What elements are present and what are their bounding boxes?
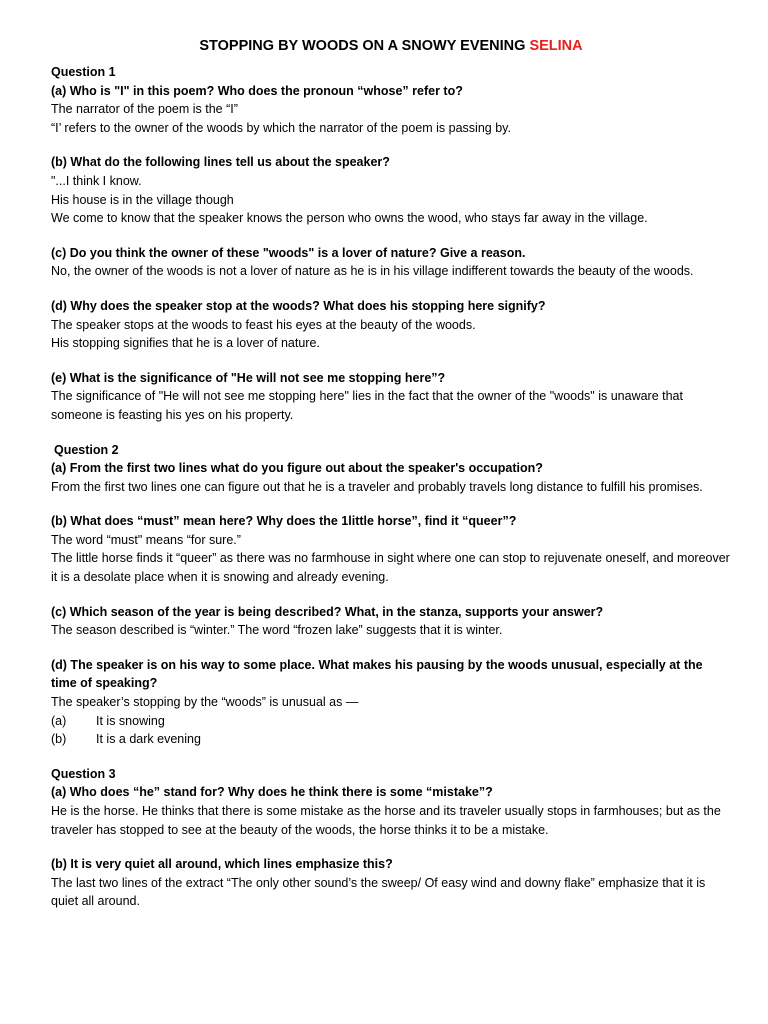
q1b-quote-2: His house is in the village though	[51, 192, 234, 207]
list-item	[51, 730, 731, 749]
list-text: It is snowing	[96, 713, 165, 728]
q2b-block	[51, 512, 731, 586]
q2d-answer: The speaker’s stopping by the “woods” is unusual as —	[51, 695, 359, 710]
question-3-heading: Question 3	[51, 766, 116, 781]
question-2-heading: Question 2	[54, 442, 119, 457]
q1d-question: (d) Why does the speaker stop at the woods? What does his stopping here signify?	[51, 298, 546, 313]
q1a-answer-1: The narrator of the poem is the “I”	[51, 102, 238, 117]
q2b-answer-2: The little horse finds it “queer” as there was no farmhouse in sight where one can stop to rejuvenate oneself, and moreover it is a desolate place when it is snowing and already evening.	[51, 551, 730, 585]
q1a-answer-2: “I’ refers to the owner of the woods by which the narrator of the poem is passing by.	[51, 120, 511, 135]
q2c-block	[51, 603, 731, 640]
q1d-answer-2: His stopping signifies that he is a lover of nature.	[51, 336, 320, 351]
question-1-heading: Question 1	[51, 65, 116, 79]
q3b-question: (b) It is very quiet all around, which lines emphasize this?	[51, 857, 393, 872]
q1e-answer: The significance of "He will not see me stopping here" lies in the fact that the owner of the "woods" is unaware that someone is feasting his yes on his property.	[51, 389, 683, 422]
q2a-block	[51, 441, 731, 497]
q1e-question: (e) What is the significance of "He will not see me stopping here”?	[51, 370, 446, 385]
title-highlight: SELINA	[529, 38, 583, 54]
q2a-answer: From the first two lines one can figure out that he is a traveler and probably travels long distance to fulfill his promises.	[51, 479, 703, 494]
q1b-quote-1: "...I think I know.	[51, 173, 142, 188]
q1e-block	[51, 369, 731, 425]
q3a-block	[51, 765, 731, 839]
q1b-question: (b) What do the following lines tell us about the speaker?	[51, 155, 390, 170]
page-title	[51, 38, 731, 54]
title-main: STOPPING BY WOODS ON A SNOWY EVENING	[199, 38, 526, 54]
q1d-block	[51, 297, 731, 353]
q3a-question: (a) Who does “he” stand for? Why does he think there is some “mistake”?	[51, 785, 493, 800]
q3b-answer: The last two lines of the extract “The only other sound’s the sweep/ Of easy wind and downy flake” emphasize that it is quiet all around.	[51, 875, 706, 909]
q2b-answer-1: The word “must" means “for sure.”	[51, 532, 241, 547]
list-item	[51, 712, 731, 731]
q1a-block	[51, 63, 731, 137]
q3b-block	[51, 855, 731, 911]
q2d-question: (d) The speaker is on his way to some place. What makes his pausing by the woods unusual, especially at the time of speaking?	[51, 657, 703, 691]
list-marker: (b)	[51, 732, 67, 747]
q1c-answer: No, the owner of the woods is not a lover of nature as he is in his village indifferent towards the beauty of the woods.	[51, 264, 694, 279]
q2d-block	[51, 656, 731, 749]
q2a-question: (a) From the first two lines what do you figure out about the speaker's occupation?	[51, 461, 543, 476]
list-marker: (a)	[51, 713, 67, 728]
q2c-answer: The season described is “winter.” The word “frozen lake” suggests that it is winter.	[51, 623, 503, 638]
q1c-block	[51, 244, 731, 281]
q1b-block	[51, 153, 731, 227]
q3a-answer: He is the horse. He thinks that there is some mistake as the horse and its traveler usually stops in farmhouses; but as the traveler has stopped to see at the beauty of the woods, the horse thinks it to be a mistake.	[51, 804, 721, 837]
q1c-question: (c) Do you think the owner of these "woods" is a lover of nature? Give a reason.	[51, 245, 526, 260]
q1b-answer: We come to know that the speaker knows the person who owns the wood, who stays far away in the village.	[51, 211, 648, 226]
q2b-question: (b) What does “must” mean here? Why does the 1little horse”, find it “queer”?	[51, 514, 517, 529]
document-page	[51, 38, 731, 927]
q2c-question: (c) Which season of the year is being described? What, in the stanza, supports your answer?	[51, 604, 604, 619]
list-text: It is a dark evening	[96, 732, 201, 747]
q1a-question: (a) Who is "I" in this poem? Who does the pronoun “whose” refer to?	[51, 83, 463, 98]
q1d-answer-1: The speaker stops at the woods to feast his eyes at the beauty of the woods.	[51, 317, 476, 332]
